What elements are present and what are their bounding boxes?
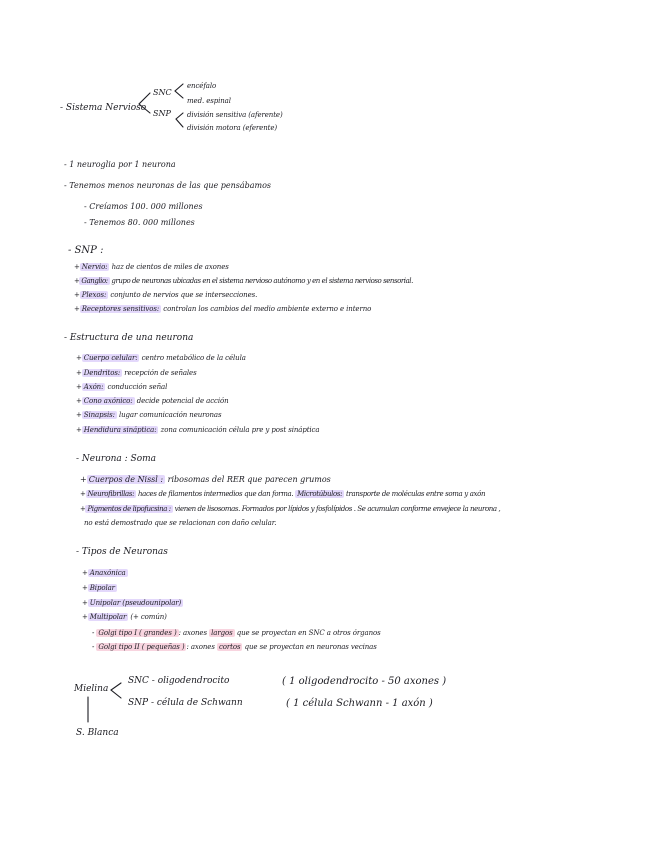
list-item: + Dendritos: recepción de señales bbox=[76, 369, 197, 377]
term-highlight: Axón: bbox=[83, 383, 104, 391]
list-item: + Unipolar (pseudounipolar) bbox=[82, 599, 182, 607]
term-highlight: Cono axónico: bbox=[83, 397, 133, 405]
term-highlight-pink: largos bbox=[211, 629, 233, 637]
list-item: + Sinapsis: lugar comunicación neuronas bbox=[76, 411, 222, 419]
sub-item: - Golgi tipo I ( grandes ) : axones largos que se proyectan en SNC a otros órganos bbox=[92, 629, 381, 637]
tree-snc: SNC bbox=[153, 88, 172, 97]
list-item: + Ganglio: grupo de neuronas ubicadas en el sistema nervioso autónomo y en el sistema nervioso sensorial. bbox=[74, 277, 413, 285]
sustancia-blanca-label: S. Blanca bbox=[76, 728, 119, 738]
list-item: + Cuerpo celular: centro metabólico de la célula bbox=[76, 354, 246, 362]
mielina-snc-line: SNC - oligodendrocito bbox=[128, 676, 230, 686]
term-highlight: Pigmentos de lipofucsina : bbox=[87, 505, 171, 513]
list-item: + Plexos: conjunto de nervios que se intersecciones. bbox=[74, 291, 258, 299]
term-highlight: Sinapsis: bbox=[83, 411, 115, 419]
term-highlight-pink: cortos bbox=[218, 643, 241, 651]
tree-snp: SNP bbox=[153, 109, 171, 118]
mielina-snp-line: SNP - célula de Schwann bbox=[128, 698, 243, 708]
intro-sub: - Tenemos 80. 000 millones bbox=[84, 218, 195, 227]
term-highlight: Plexos: bbox=[81, 291, 107, 299]
section-title: - Neurona : Soma bbox=[76, 454, 157, 464]
term-highlight-pink: Golgi tipo II ( pequeñas ) bbox=[98, 643, 185, 651]
term-highlight: Dendritos: bbox=[83, 369, 121, 377]
list-item-continuation: no está demostrado que se relacionan con daño celular. bbox=[84, 519, 277, 527]
section-title: - Estructura de una neurona bbox=[64, 333, 194, 343]
mielina-label: Mielina bbox=[74, 684, 109, 694]
term-highlight: Hendidura sináptica: bbox=[83, 426, 157, 434]
list-item: + Axón: conducción señal bbox=[76, 383, 168, 391]
tree-snp-child: división sensitiva (aferente) bbox=[187, 111, 283, 119]
term-highlight: Anaxónica bbox=[89, 569, 126, 577]
intro-sub: - Creíamos 100. 000 millones bbox=[84, 202, 203, 211]
list-item: + Pigmentos de lipofucsina : vienen de lisosomas. Formados por lípidos y fosfolípidos . Se acumulan conforme envejece la neurona , bbox=[80, 505, 501, 513]
mielina-bracket bbox=[111, 683, 121, 698]
list-item: + Nervio: haz de cientos de miles de axones bbox=[74, 263, 229, 271]
term-highlight: Cuerpos de Nissl : bbox=[88, 475, 164, 484]
list-item: + Multipolar (+ común) bbox=[82, 613, 167, 621]
term-highlight: Microtúbulos: bbox=[297, 490, 343, 498]
snp-title: - SNP : bbox=[68, 245, 104, 256]
mielina-snc-note: ( 1 oligodendrocito - 50 axones ) bbox=[282, 676, 447, 687]
list-item: + Cuerpos de Nissl : ribosomas del RER que parecen grumos bbox=[80, 475, 331, 484]
tree-bracket-snc bbox=[175, 84, 183, 98]
list-item: + Hendidura sináptica: zona comunicación célula pre y post sináptica bbox=[76, 426, 320, 434]
term-highlight: Ganglio: bbox=[81, 277, 108, 285]
term-highlight: Neurofibrillas: bbox=[87, 490, 135, 498]
term-highlight: Nervio: bbox=[81, 263, 108, 271]
intro-line: - 1 neuroglia por 1 neurona bbox=[64, 160, 176, 169]
term-highlight: Cuerpo celular: bbox=[83, 354, 138, 362]
term-highlight: Unipolar (pseudounipolar) bbox=[89, 599, 182, 607]
mielina-snp-note: ( 1 célula Schwann - 1 axón ) bbox=[286, 698, 433, 709]
tree-root: - Sistema Nervioso bbox=[60, 103, 147, 113]
term-highlight-pink: Golgi tipo I ( grandes ) bbox=[98, 629, 177, 637]
list-item: + Receptores sensitivos: controlan los cambios del medio ambiente externo e interno bbox=[74, 305, 372, 313]
list-item: + Neurofibrillas: haces de filamentos intermedios que dan forma. Microtúbulos: transporte de moléculas entre soma y axón bbox=[80, 490, 486, 498]
tree-snc-child: encéfalo bbox=[187, 82, 217, 90]
list-item: + Anaxónica bbox=[82, 569, 126, 577]
term-highlight: Multipolar bbox=[89, 613, 127, 621]
section-title: - Tipos de Neuronas bbox=[76, 547, 168, 557]
tree-snc-child: med. espinal bbox=[187, 97, 231, 105]
list-item: + Cono axónico: decide potencial de acción bbox=[76, 397, 229, 405]
term-highlight: Bipolar bbox=[89, 584, 115, 592]
list-item: + Bipolar bbox=[82, 584, 115, 592]
sub-item: - Golgi tipo II ( pequeñas ) : axones cortos que se proyectan en neuronas vecinas bbox=[92, 643, 377, 651]
tree-bracket-snp bbox=[176, 113, 183, 127]
term-highlight: Receptores sensitivos: bbox=[81, 305, 160, 313]
intro-line: - Tenemos menos neuronas de las que pensábamos bbox=[64, 181, 272, 190]
tree-snp-child: división motora (eferente) bbox=[187, 124, 278, 132]
